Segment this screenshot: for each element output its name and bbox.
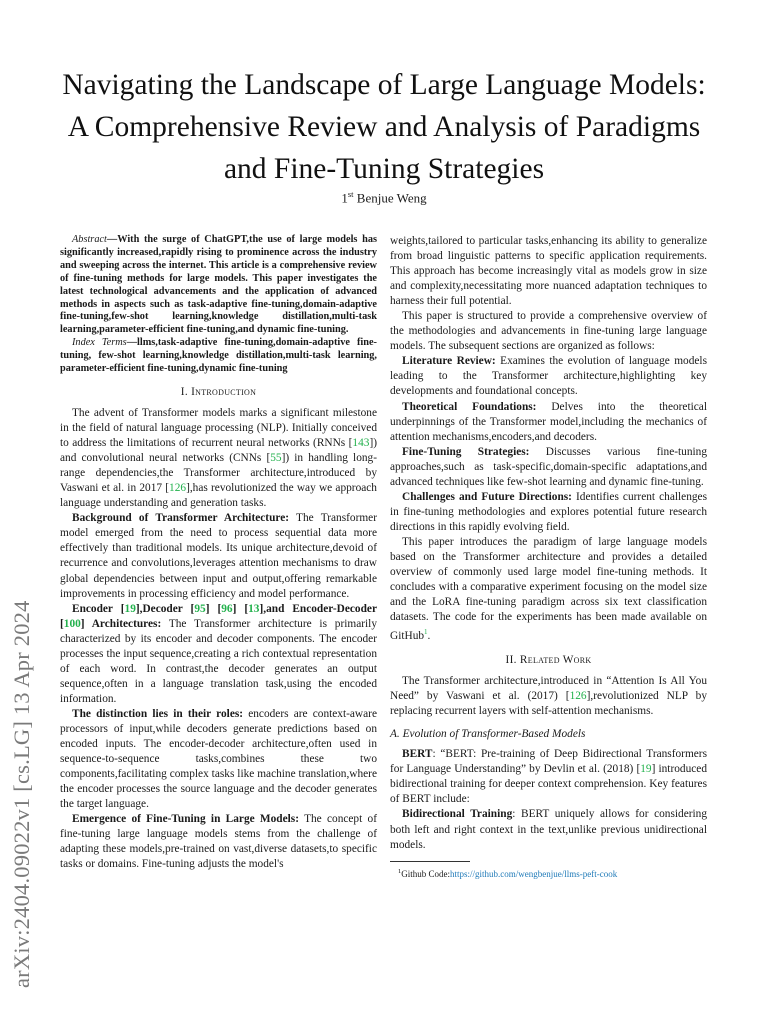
footnote-marker[interactable]: 1 (424, 628, 428, 637)
outline-fine-tuning-strategies: Fine-Tuning Strategies: Discusses various fine-tuning approaches,such as task-specific,domain-specific adaptations,and advanced techniques like few-shot learning and dynamic fine-tuning. (390, 445, 707, 488)
continued-paragraph: weights,tailored to particular tasks,enhancing its ability to generalize from broad linguistic patterns to specific application requirements. This approach has become increasingly vital as models grow in size and complexity,necessitating more nuanced adaptation techniques to harness their full potential. (390, 235, 707, 308)
abstract-text: —With the surge of ChatGPT,the use of large models has significantly increased,rapidly rising to prominence across the industry and sweeping across the internet. This article is a comprehensive review of fine-tuning methods for large models. This paper investigates the latest technological advancements and the application of advanced methods in aspects such as task-adaptive fine-tuning,domain-adaptive fine-tuning,few-shot learning,knowledge distillation,multi-task learning,parameter-efficient fine-tuning,and dynamic fine-tuning. (60, 234, 377, 336)
abstract-label: Abstract (72, 234, 107, 245)
github-link[interactable]: https://github.com/wengbenjue/llms-peft-cook (450, 868, 618, 879)
author-line (0, 189, 768, 206)
footnote-mark: 1 (398, 867, 402, 875)
section-title: Introduction (191, 385, 257, 398)
footnote (390, 866, 707, 880)
citation-link[interactable]: 95 (194, 602, 206, 615)
index-terms (60, 337, 377, 376)
abstract (60, 234, 377, 337)
arxiv-identifier: arXiv:2404.09022v1 [cs.LG] 13 Apr 2024 (9, 600, 34, 988)
outline-challenges: Challenges and Future Directions: Identifies current challenges in fine-tuning methodologies and explores potential future research directions in this rapidly evolving field. (390, 490, 707, 533)
citation-link[interactable]: 100 (63, 617, 81, 630)
section-heading-related-work (390, 653, 707, 668)
citation-link[interactable]: 126 (569, 690, 587, 703)
author-ordinal-suffix: st (347, 189, 354, 199)
citation-link[interactable]: 96 (221, 602, 233, 615)
paragraph-heading: Fine-Tuning Strategies: (402, 445, 530, 458)
citation-link[interactable]: 126 (169, 482, 187, 495)
paragraph-heading: Emergence of Fine-Tuning in Large Models: (72, 813, 299, 826)
footnote-label: Github Code: (401, 868, 450, 879)
section-numeral: II. (505, 654, 517, 667)
section-numeral: I. (180, 385, 188, 398)
paragraph-heading: BERT (402, 748, 433, 761)
footnote-divider (390, 861, 470, 862)
intro-paragraph-1: The advent of Transformer models marks a significant milestone in the field of natural language processing (NLP). Initially conceived to address the limitations of recurrent neural networks (RNNs [143]) and convolutional neural networks (CNNs [55]) in handling long-range dependencies,the Transformer architecture,introduced by Vaswani et al. in 2017 [126],has revolutionized the way we approach language understanding and generation tasks. (60, 407, 377, 510)
paragraph-heading: Literature Review: (402, 355, 496, 368)
paragraph-heading: Encoder [19],Decoder [95] [96] [13],and Encoder-Decoder [100] Architectures: (60, 602, 377, 630)
paragraph-heading: The distinction lies in their roles: (72, 707, 244, 720)
bidirectional-training-paragraph: Bidirectional Training: BERT uniquely allows for considering both left and right context in the text,unlike previous unidirectional models. (390, 808, 708, 851)
paragraph-heading: Theoretical Foundations: (402, 400, 537, 413)
paper-title: Navigating the Landscape of Large Language Models: A Comprehensive Review and Analysis of Paradigms and Fine-Tuning Strategies (62, 69, 706, 185)
citation-link[interactable]: 143 (352, 437, 370, 450)
intro-summary-paragraph: This paper introduces the paradigm of large language models based on the Transformer architecture and provides a detailed overview of commonly used large model fine-tuning methods. It concludes with a comparative experiment focusing on the model size and the LoRA fine-tuning paradigm across six text classification datasets. The code for the experiments has been made available on GitHub$^1$. (390, 535, 707, 642)
section-title: Related Work (519, 654, 592, 667)
index-terms-label: Index Terms (72, 337, 127, 349)
left-column (60, 234, 377, 872)
structure-paragraph: This paper is structured to provide a comprehensive overview of the methodologies and advancements in fine-tuning large language models. The subsequent sections are organized as follows: (390, 310, 707, 353)
intro-paragraph-background: Background of Transformer Architecture: The Transformer model emerged from the need to process sequential data more effectively than traditional models. Its unique architecture,devoid of recurrence and convolutions,leverages attention mechanisms to draw global dependencies between input and output,offering remarkable improvements in processing efficiency and model performance. (60, 512, 377, 600)
bert-paragraph: BERT: “BERT: Pre-training of Deep Bidirectional Transformers for Language Understanding” by Devlin et al. (2018) [19] introduced bidirectional training for deeper context comprehension. Key features of BERT include: (390, 748, 707, 806)
citation-link[interactable]: 13 (248, 602, 260, 615)
intro-paragraph-architectures: Encoder [19],Decoder [95] [96] [13],and Encoder-Decoder [100] Architectures: The Transformer architecture is primarily characterized by its encoder and decoder components. The encoder processes the input sequence,creating a rich contextual representation of each word. In contrast,the decoder generates an output sequence,often in a language translation task,using the encoded information. (60, 602, 377, 705)
paragraph-heading: Bidirectional Training (402, 808, 513, 821)
citation-link[interactable]: 19 (640, 763, 652, 776)
author-name: Benjue Weng (356, 190, 427, 206)
citation-link[interactable]: 19 (124, 602, 136, 615)
right-column (390, 234, 707, 880)
related-paragraph-1: The Transformer architecture,introduced in “Attention Is All You Need” by Vaswani et al. (2017) [126],revolutionized NLP by replacing recurrent layers with self-attention mechanisms. (390, 675, 707, 718)
index-terms-text: —llms,task-adaptive fine-tuning,domain-adaptive fine-tuning, few-shot learning,knowledge distillation,multi-task learning, parameter-efficient fine-tuning,dynamic fine-tuning (60, 337, 377, 375)
outline-literature-review: Literature Review: Examines the evolution of language models leading to the Transformer architecture,highlighting key developments and foundational concepts. (390, 355, 707, 398)
section-heading-introduction (60, 385, 377, 400)
intro-paragraph-emergence: Emergence of Fine-Tuning in Large Models: The concept of fine-tuning large language models stems from the challenge of adapting these models,pre-trained on vast,diverse datasets,to specific tasks or domains. Fine-tuning adjusts the model's (60, 813, 377, 871)
paragraph-heading: Background of Transformer Architecture: (72, 512, 290, 525)
author-ordinal: 1 (341, 190, 348, 206)
subsection-heading: A. Evolution of Transformer-Based Models (390, 728, 586, 741)
intro-paragraph-distinction: The distinction lies in their roles: encoders are context-aware processors of input,while decoders generate predictions based on encoded inputs. The encoder-decoder architecture,often used in sequence-to-sequence tasks,combines these two components,facilitating complex tasks like machine translation,where the encoder processes the source language and the decoder generates the target language. (60, 707, 377, 811)
citation-link[interactable]: 55 (270, 452, 282, 465)
outline-theoretical-foundations: Theoretical Foundations: Delves into the theoretical underpinnings of the Transformer model,including the mechanics of attention mechanisms,encoders,and decoders. (390, 400, 707, 443)
paragraph-heading: Challenges and Future Directions: (402, 490, 572, 503)
